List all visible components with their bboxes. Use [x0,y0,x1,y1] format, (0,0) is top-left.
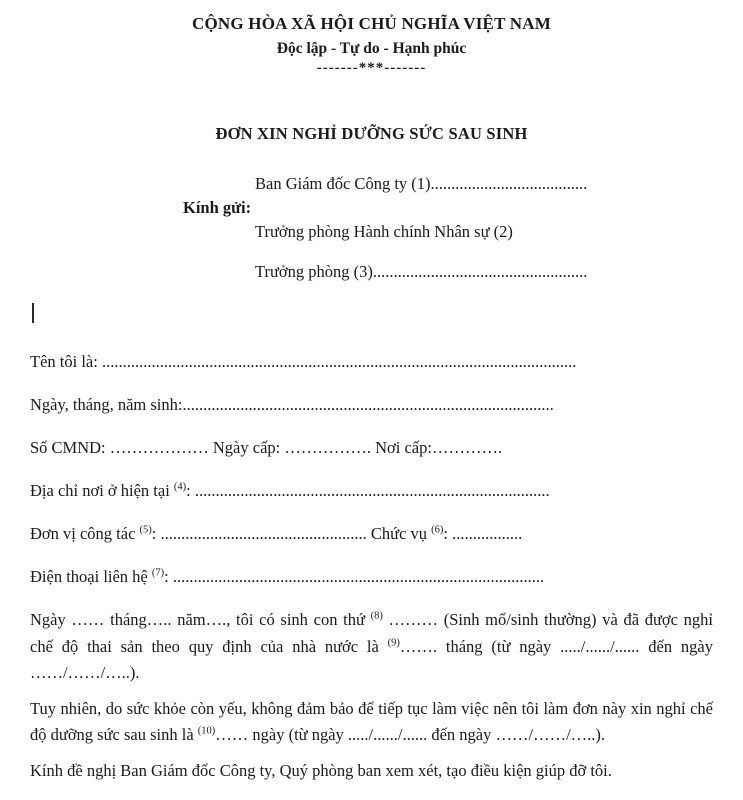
dotted-fill: .................................................... [372,262,588,281]
footnote-ref: (5) [139,524,152,536]
text-segment: Ngày …… tháng….. năm…., tôi có sinh con thứ [30,610,371,629]
dotted-fill: .......................................................................................... [182,395,554,414]
footnote-ref: (8) [370,610,383,622]
form-field-line [30,521,713,547]
form-field-line [30,349,713,375]
paragraph-closing: Kính đề nghị Ban Giám đốc Công ty, Quý phòng ban xem xét, tạo điều kiện giúp đỡ tôi. [30,760,612,780]
footnote-ref: (6) [431,524,444,536]
text-segment: Địa chỉ nơi ở hiện tại [30,481,174,500]
paragraph-leave-request [30,696,713,749]
footnote-ref: (4) [173,481,187,493]
text-segment: Chức vụ [366,524,432,543]
text-segment: ……. tháng (từ ngày ...../....../...... đến ngày ……/……/…..). [30,636,713,682]
header-separator: -------***------- [316,60,427,76]
text-cursor [32,303,34,323]
text-segment: ……… (Sinh mổ/sinh thường) và đã được nghỉ chế độ thai sản theo quy định của nhà nước là [30,610,713,656]
text-segment: : [186,481,195,500]
footnote-ref: (9) [387,637,400,648]
form-fields [30,349,713,590]
paragraph-birth-info [30,607,713,687]
text-segment: …… ngày (từ ngày ...../....../...... đến ngày ……/……/…..). [215,725,606,744]
footnote-ref: (7) [151,567,165,579]
form-field-line [30,392,713,418]
body-paragraphs [30,607,713,784]
national-header [30,13,713,76]
text-segment: Số CMND: ……………… Ngày cấp: ……………. Nơi cấp:…………. [30,438,503,457]
form-field-line [30,435,713,461]
dotted-fill: ................. [452,524,523,543]
recipient-line-department-head [255,260,713,284]
text-segment: : [443,524,453,543]
text-segment: : [164,567,173,586]
dotted-fill: .......................................................................................... [172,567,545,586]
national-motto-line1: CỘNG HÒA XÃ HỘI CHỦ NGHĨA VIỆT NAM [192,14,551,33]
national-motto-line2: Độc lập - Tự do - Hạnh phúc [276,40,467,57]
kinh-gui-label: Kính gửi: [183,198,252,217]
text-segment: Điện thoại liên hệ [30,567,152,586]
recipients-block [30,172,713,284]
dotted-fill: ................................................................................................................... [101,352,577,371]
recipient-line-company-board [255,172,713,196]
text-segment: : [151,524,161,543]
text-segment: Tuy nhiên, do sức khỏe còn yếu, không đảm bảo để tiếp tục làm việc nên tôi làm đơn này xin nghỉ chế độ dưỡng sức sau sinh là [30,698,713,744]
dotted-fill: .................................................. [160,524,367,543]
document-title: ĐƠN XIN NGHỈ DƯỠNG SỨC SAU SINH [215,124,528,143]
dotted-fill: ...................................................................................... [194,481,550,500]
cursor-row [30,302,713,324]
form-field-line [30,564,713,590]
form-field-line [30,478,713,504]
footnote-ref: (10) [197,725,216,737]
dotted-fill: ...................................... [430,174,588,193]
text-segment: Ban Giám đốc Công ty (1) [255,174,431,193]
text-segment: Trưởng phòng Hành chính Nhân sự (2) [255,222,513,241]
recipient-line-hr-manager [255,220,713,244]
text-segment: Đơn vị công tác [30,524,140,543]
text-segment: Ngày, tháng, năm sinh: [30,395,183,414]
text-segment: Trưởng phòng (3) [255,262,373,281]
text-segment: Tên tôi là: [30,352,102,371]
